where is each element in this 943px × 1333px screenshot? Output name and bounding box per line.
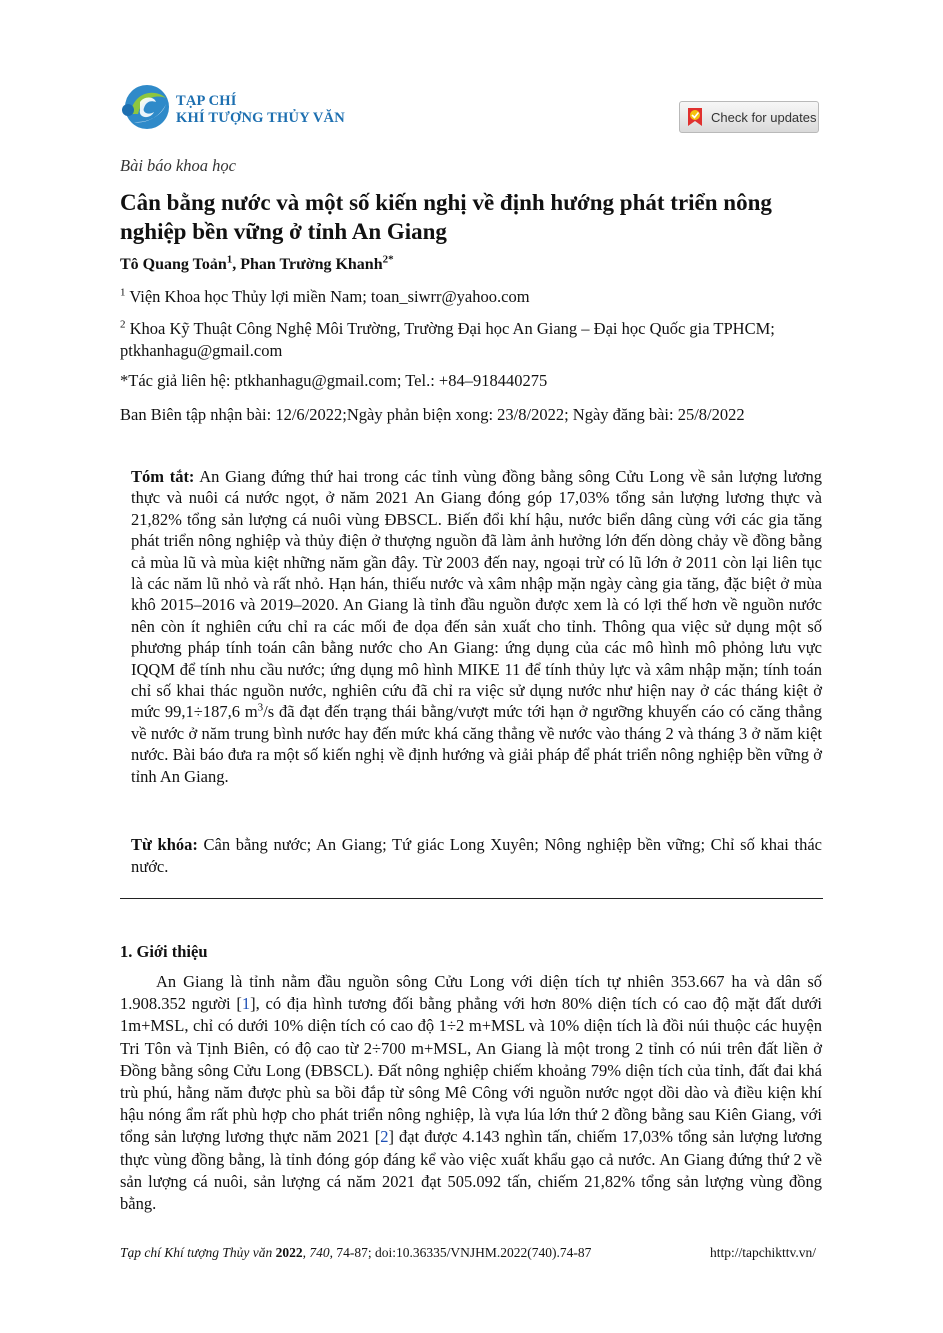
author-2: Phan Trường Khanh	[240, 256, 383, 273]
keywords-text: Cân bằng nước; An Giang; Tứ giác Long Xuyên; Nông nghiệp bền vững; Chỉ số khai thác nước.	[131, 835, 822, 876]
affiliation-2	[120, 318, 822, 362]
abstract-label: Tóm tắt:	[131, 467, 195, 486]
footer-pages-doi: , 74-87; doi:10.36335/VNJHM.2022(740).74-87	[329, 1245, 592, 1260]
journal-name-line2: KHÍ TƯỢNG THỦY VĂN	[176, 110, 345, 126]
author-1: Tô Quang Toản	[120, 256, 227, 273]
page-footer	[120, 1245, 822, 1265]
paper-title: Cân bằng nước và một số kiến nghị về định hướng phát triển nông nghiệp bền vững ở tỉnh An Giang	[120, 190, 772, 244]
affiliation-1-sup: 1	[120, 286, 126, 299]
divider	[120, 898, 823, 899]
article-type: Bài báo khoa học	[120, 156, 236, 175]
footer-url[interactable]: http://tapchikttv.vn/	[710, 1245, 816, 1260]
footer-volume: , 740	[302, 1245, 330, 1260]
intro-paragraph	[120, 971, 822, 1215]
abstract-text-2: /s đã đạt đến trạng thái bằng/vượt mức tới hạn ở ngưỡng khuyến cáo có căng thẳng về nước ở năm trung bình nước hay đến mức khá căng thẳng về nước vào tháng 2 và tháng 3 ở năm kiệt nước. Bài báo đưa ra một số kiến nghị về định hướng và giải pháp để phát triển nông nghiệp bền vững ở tỉnh An Giang.	[131, 702, 822, 786]
article-dates: Ban Biên tập nhận bài: 12/6/2022;Ngày phản biện xong: 23/8/2022; Ngày đăng bài: 25/8/2022	[120, 405, 745, 424]
check-for-updates-button[interactable]	[679, 101, 819, 133]
citation-link-2[interactable]: 2	[380, 1127, 389, 1147]
abstract-text-1: An Giang đứng thứ hai trong các tỉnh vùng đồng bằng sông Cửu Long về sản lượng lương thực và nuôi cá nước ngọt, ở năm 2021 An Giang đóng góp 17,03% tổng sản lượng lương thực và 21,82% tổng sản lượng cá nuôi vùng ĐBSCL. Biến đổi khí hậu, nước biển dâng cùng với các gia tăng phát triển nông nghiệp và thủy điện ở thượng nguồn đã làm ảnh hưởng lớn đến dòng chảy về đồng bằng cả mùa lũ và mùa kiệt những năm gần đây. Từ 2003 đến nay, ngoại trừ có lũ lớn ở 2011 còn lại liên tục là các năm lũ nhỏ và rất nhỏ. Hạn hán, thiếu nước và xâm nhập mặn ngày càng gia tăng, đặc biệt ở mùa khô 2015–2016 và 2019–2020. An Giang là tỉnh đầu nguồn được xem là có lợi thế hơn về nguồn nước nên còn ít nghiên cứu chỉ ra các mối đe dọa đến sản xuất cho tỉnh. Thông qua việc sử dụng một số phương pháp tính toán cân bằng nước cho An Giang: ứng dụng của các mô hình mô phỏng lưu vực IQQM để tính nhu cầu nước; ứng dụng mô hình MIKE 11 để tính thủy lực và xâm nhập mặn; tính toán chỉ số khai thác nguồn nước, nghiên cứu đã chỉ ra việc sử dụng nước như hiện nay ở các tháng kiệt ở mức 99,1÷187,6 m	[131, 467, 822, 722]
section-heading: 1. Giới thiệu	[120, 942, 208, 961]
journal-name	[176, 93, 345, 127]
author-1-affiliation: 1	[226, 253, 233, 266]
journal-logo-icon	[120, 82, 172, 132]
affiliation-2-sup: 2	[120, 318, 126, 331]
affiliation-1	[120, 286, 822, 308]
footer-year: 2022	[272, 1245, 303, 1260]
author-2-affiliation: 2*	[382, 253, 394, 266]
corresponding-author: *Tác giả liên hệ: ptkhanhagu@gmail.com; Tel.: +84–918440275	[120, 371, 548, 390]
abstract-unit-sup: 3	[257, 701, 264, 714]
intro-text-1: An Giang là tỉnh nằm đầu nguồn sông Cửu Long với diện tích tự nhiên 353.667 ha và dân số 1.908.352 người [	[120, 972, 822, 1014]
keywords	[131, 834, 822, 878]
authors	[120, 253, 822, 274]
affiliation-1-text: Viện Khoa học Thủy lợi miền Nam; toan_siwrr@yahoo.com	[125, 287, 530, 306]
affiliation-2-text: Khoa Kỹ Thuật Công Nghệ Môi Trường, Trường Đại học An Giang – Đại học Quốc gia TPHCM; ptkhanhagu@gmail.com	[120, 319, 775, 360]
intro-text-3: ] đạt được 4.143 nghìn tấn, chiếm 17,03% tổng sản lượng lương thực vùng đồng bằng, là tỉnh đóng góp đáng kể vào việc xuất khẩu gạo cả nước. An Giang đứng thứ 2 về sản lượng cá nuôi, sản lượng cá năm 2021 đạt 505.092 tấn, chiếm 21,82% tổng sản lượng vùng đồng bằng.	[120, 1127, 823, 1214]
crossmark-icon	[686, 106, 704, 128]
abstract	[131, 466, 822, 787]
check-for-updates-label: Check for updates	[711, 109, 817, 125]
keywords-label: Từ khóa:	[131, 835, 198, 854]
author-separator: ,	[232, 256, 241, 273]
footer-journal: Tạp chí Khí tượng Thủy văn	[120, 1245, 273, 1260]
intro-text-2: ], có địa hình tương đối bằng phẳng với hơn 80% diện tích có cao độ mặt đất dưới 1m+MSL, chỉ có dưới 10% diện tích có cao độ 1÷2 m+MSL và 10% diện tích là đồi núi thuộc các huyện Tri Tôn và Tịnh Biên, có độ cao từ 2÷700 m+MSL, An Giang là một trong 2 tỉnh có núi trên đất liền ở Đồng bằng sông Cửu Long (ĐBSCL). Đất nông nghiệp chiếm khoảng 79% diện tích của tỉnh, đất đai khá trù phú, hằng năm được phù sa bồi đắp từ sông Mê Công với nguồn nước ngọt dồi dào và điều kiện khí hậu nóng ẩm rất phù hợp cho phát triển nông nghiệp, là vựa lúa lớn thứ 2 đồng bằng sau Kiên Giang, với tổng sản lượng lương thực năm 2021 [	[120, 994, 822, 1147]
citation-link-1[interactable]: 1	[241, 994, 251, 1014]
footer-citation	[120, 1245, 591, 1261]
journal-name-line1: TẠP CHÍ	[176, 93, 237, 109]
